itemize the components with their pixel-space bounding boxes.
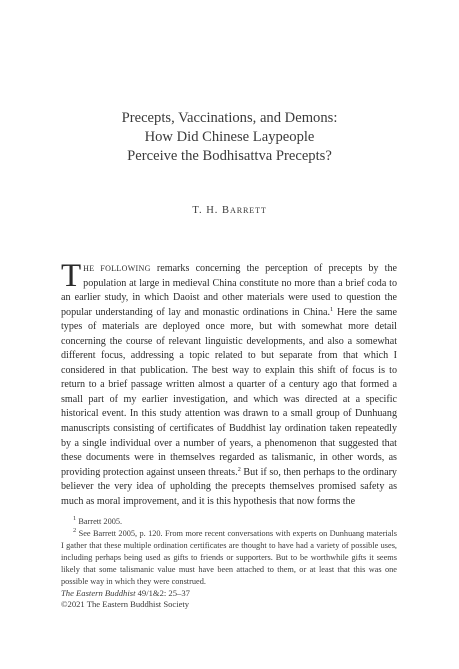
author-initials: T. H. B bbox=[192, 205, 231, 216]
footnote-ref-1[interactable]: 1 bbox=[330, 305, 334, 313]
body-text-part-1: remarks concerning the perception of precepts by the population at large in medieval China constitute no more than a brief coda to an earlier study, in which Daoist and other materials were used to question the popular understanding of lay and monastic ordinations in China. bbox=[61, 263, 398, 318]
article-title bbox=[0, 109, 459, 166]
title-line-3: Perceive the Bodhisattva Precepts? bbox=[127, 148, 332, 164]
drop-cap: T bbox=[61, 258, 82, 294]
footnotes bbox=[61, 516, 397, 589]
copyright-line: ©2021 The Eastern Buddhist Society bbox=[61, 599, 190, 609]
footnote-1 bbox=[61, 516, 397, 528]
page-footer bbox=[61, 588, 190, 610]
footnote-1-text: Barrett 2005. bbox=[76, 517, 123, 526]
title-line-2: How Did Chinese Laypeople bbox=[144, 129, 315, 145]
footnote-2-number: 2 bbox=[73, 527, 77, 535]
journal-citation bbox=[61, 588, 190, 599]
journal-name: The Eastern Buddhist bbox=[61, 588, 136, 598]
footnote-1-number: 1 bbox=[73, 515, 77, 522]
body-text-part-2: Here the same types of materials are deployed once more, but with somewhat more detail concerning the course of relevant linguistic developments, and also a somewhat different focus, addressing a topic related to but separate from that which I considered in that publication. The best way to explain this shift of focus is to return to a brief passage written almost a quarter of a century ago that formed a small part of my earlier investigation, and which was directed at a specific historical event. In this study attention was drawn to a small group of Dunhuang manuscripts consisting of certificates of Buddhist lay ordination taken repeatedly by a single individual over a number of years, a phenomenon that suggested that these documents were in themselves regarded as talismanic, in other words, as providing protection against unseen threats. bbox=[61, 306, 397, 478]
body-text-part-3: But if so, then perhaps to the ordinary believer the very idea of upholding the precepts themselves promised safety as much as moral improvement, and it is this hypothesis that now forms the bbox=[61, 466, 397, 507]
author-name bbox=[0, 205, 459, 216]
footnote-2 bbox=[61, 528, 397, 588]
title-line-1: Precepts, Vaccinations, and Demons: bbox=[121, 110, 338, 126]
opening-smallcaps: HE FOLLOWING bbox=[83, 264, 151, 273]
footnote-ref-2[interactable]: 2 bbox=[237, 465, 241, 473]
footnote-2-text: See Barrett 2005, p. 120. From more recent conversations with experts on Dunhuang materials I gather that these multiple ordination certificates are thought to have had a variety of possible uses, including perhaps being used as gifts to friends or supporters. But to be worthwhile gifts it seems likely that some talismanic value must have been attached to them, or at least that this was one possible way in which they were construed. bbox=[61, 529, 397, 587]
body-paragraph bbox=[61, 258, 398, 509]
author-surname-smallcaps: ARRETT bbox=[230, 206, 267, 215]
volume-pages: 49/1&2: 25–37 bbox=[135, 588, 190, 598]
body-text bbox=[61, 258, 398, 509]
